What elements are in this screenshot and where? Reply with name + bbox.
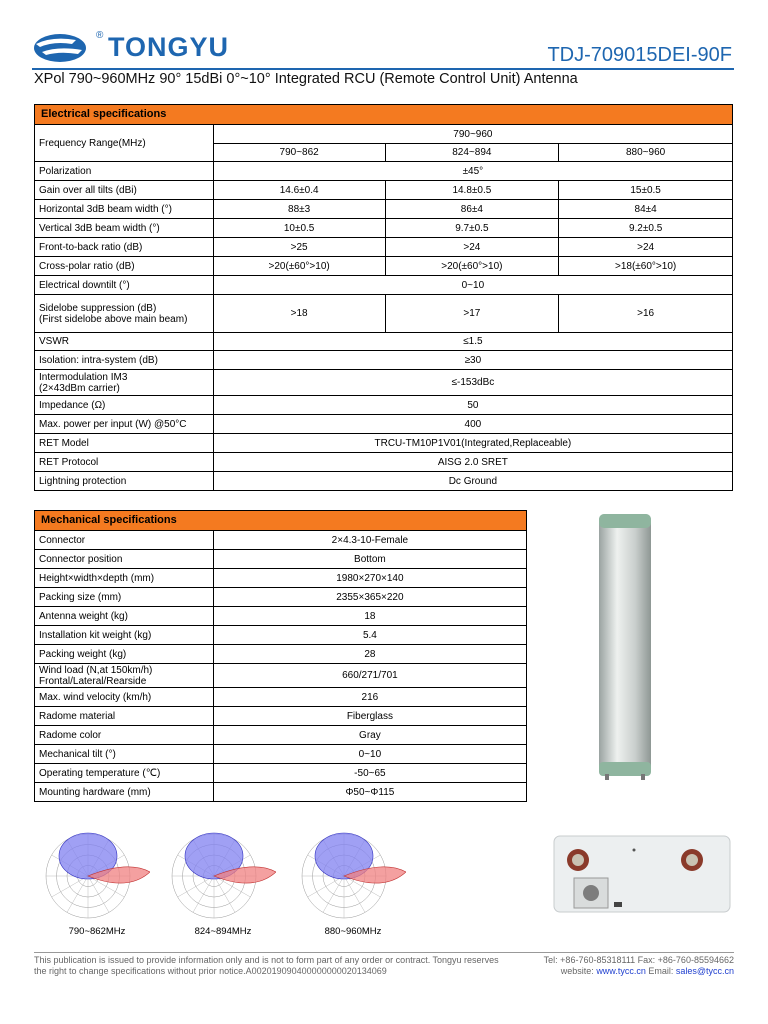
- spec-label: Antenna weight (kg): [35, 607, 214, 626]
- spec-value: ≥30: [213, 351, 732, 370]
- spec-value: 790~960: [213, 125, 732, 144]
- spec-value: -50~65: [213, 764, 526, 783]
- spec-label: RET Model: [35, 434, 214, 453]
- spec-label: Packing weight (kg): [35, 645, 214, 664]
- spec-label: Max. power per input (W) @50°C: [35, 415, 214, 434]
- spec-row: [35, 626, 527, 645]
- spec-label: Polarization: [35, 162, 214, 181]
- spec-value: >24: [385, 238, 559, 257]
- radiation-pattern-1: [40, 828, 150, 938]
- spec-row: [35, 162, 733, 181]
- pattern-label-3: 880~960MHz: [324, 926, 382, 937]
- polar-plot-icon: [166, 828, 276, 924]
- spec-row: [35, 607, 527, 626]
- model-number: TDJ-709015DEI-90F: [547, 44, 732, 66]
- spec-value: 14.8±0.5: [385, 181, 559, 200]
- spec-label: Gain over all tilts (dBi): [35, 181, 214, 200]
- spec-row: [35, 181, 733, 200]
- spec-label: Cross-polar ratio (dB): [35, 257, 214, 276]
- spec-value: 10±0.5: [213, 219, 385, 238]
- spec-row: [35, 295, 733, 333]
- spec-row: [35, 726, 527, 745]
- spec-value: 216: [213, 688, 526, 707]
- spec-row: [35, 645, 527, 664]
- spec-value: >25: [213, 238, 385, 257]
- spec-row: [35, 531, 527, 550]
- polar-plot-icon: [296, 828, 406, 924]
- spec-value: AISG 2.0 SRET: [213, 453, 732, 472]
- section-title: Electrical specifications: [35, 105, 733, 125]
- antenna-image: [597, 510, 653, 780]
- footer-divider: [34, 952, 734, 953]
- spec-value: 400: [213, 415, 732, 434]
- band-header: 790~862: [213, 144, 385, 162]
- spec-value: 2×4.3-10-Female: [213, 531, 526, 550]
- spec-row: [35, 434, 733, 453]
- spec-row: [35, 415, 733, 434]
- spec-value: Φ50~Φ115: [213, 783, 526, 802]
- radiation-pattern-2: [166, 828, 276, 938]
- spec-row: [35, 200, 733, 219]
- spec-row: [35, 396, 733, 415]
- spec-value: 9.7±0.5: [385, 219, 559, 238]
- spec-label: Lightning protection: [35, 472, 214, 491]
- pattern-label-1: 790~862MHz: [68, 926, 126, 937]
- spec-value: >20(±60°>10): [213, 257, 385, 276]
- section-title: Mechanical specifications: [35, 511, 527, 531]
- spec-label: Radome color: [35, 726, 214, 745]
- tongyu-logo-mark-icon: [32, 30, 92, 66]
- website-label: website:: [560, 966, 597, 976]
- spec-label: Intermodulation IM3 (2×43dBm carrier): [35, 370, 214, 396]
- spec-label: VSWR: [35, 333, 214, 351]
- spec-value: 18: [213, 607, 526, 626]
- spec-value: 0~10: [213, 745, 526, 764]
- section-header-row: [35, 105, 733, 125]
- polar-plot-icon: [40, 828, 150, 924]
- spec-label: Max. wind velocity (km/h): [35, 688, 214, 707]
- tongyu-logo: [32, 30, 232, 70]
- spec-row: [35, 370, 733, 396]
- spec-row: [35, 219, 733, 238]
- spec-value: 5.4: [213, 626, 526, 645]
- spec-value: >17: [385, 295, 559, 333]
- spec-value: 88±3: [213, 200, 385, 219]
- footer-notice: This publication is issued to provide information only and is not to form part of any order or contract. Tongyu reserves the right to change specifications without prior notice.A002019090400000000020134069: [34, 955, 499, 976]
- spec-value: TRCU-TM10P1V01(Integrated,Replaceable): [213, 434, 732, 453]
- registered-mark: ®: [96, 30, 104, 41]
- spec-value: >18(±60°>10): [559, 257, 733, 276]
- spec-row: [35, 238, 733, 257]
- spec-label: Mounting hardware (mm): [35, 783, 214, 802]
- website-link[interactable]: www.tycc.cn: [596, 966, 646, 976]
- radiation-pattern-3: [296, 828, 406, 938]
- spec-label: Wind load (N,at 150km/h) Frontal/Lateral/Rearside: [35, 664, 214, 688]
- spec-label: Horizontal 3dB beam width (°): [35, 200, 214, 219]
- spec-row: [35, 688, 527, 707]
- spec-label: Front-to-back ratio (dB): [35, 238, 214, 257]
- spec-row: [35, 764, 527, 783]
- footer-contact: [504, 955, 734, 977]
- spec-label: RET Protocol: [35, 453, 214, 472]
- spec-row: [35, 257, 733, 276]
- spec-value: ≤-153dBc: [213, 370, 732, 396]
- spec-label: Frequency Range(MHz): [35, 125, 214, 162]
- email-label: Email:: [645, 966, 676, 976]
- section-header-row: [35, 511, 527, 531]
- spec-value: ≤1.5: [213, 333, 732, 351]
- antenna-bottom-photo: [552, 830, 732, 916]
- band-header: 880~960: [559, 144, 733, 162]
- spec-label: Radome material: [35, 707, 214, 726]
- spec-row: [35, 125, 733, 144]
- footer-phone-fax: Tel: +86-760-85318111 Fax: +86-760-85594662: [543, 955, 734, 965]
- spec-value: Bottom: [213, 550, 526, 569]
- spec-row: [35, 351, 733, 370]
- spec-value: 0~10: [213, 276, 732, 295]
- pattern-label-2: 824~894MHz: [194, 926, 252, 937]
- spec-value: 2355×365×220: [213, 588, 526, 607]
- footer-web-email: [504, 966, 734, 977]
- brand-name: TONGYU: [108, 32, 230, 62]
- spec-value: Dc Ground: [213, 472, 732, 491]
- spec-label: Isolation: intra-system (dB): [35, 351, 214, 370]
- spec-label: Installation kit weight (kg): [35, 626, 214, 645]
- spec-row: [35, 276, 733, 295]
- spec-value: >24: [559, 238, 733, 257]
- header-divider: [32, 68, 734, 70]
- spec-value: Gray: [213, 726, 526, 745]
- spec-value: 14.6±0.4: [213, 181, 385, 200]
- spec-row: [35, 745, 527, 764]
- spec-label: Impedance (Ω): [35, 396, 214, 415]
- spec-label: Vertical 3dB beam width (°): [35, 219, 214, 238]
- spec-label: Connector position: [35, 550, 214, 569]
- spec-row: [35, 453, 733, 472]
- mechanical-spec-table: [34, 510, 527, 802]
- spec-row: [35, 664, 527, 688]
- spec-value: >20(±60°>10): [385, 257, 559, 276]
- spec-value: ±45°: [213, 162, 732, 181]
- spec-label: Electrical downtilt (°): [35, 276, 214, 295]
- spec-label: Connector: [35, 531, 214, 550]
- spec-value: 84±4: [559, 200, 733, 219]
- spec-row: [35, 707, 527, 726]
- radiation-patterns: [40, 828, 400, 938]
- spec-label: Sidelobe suppression (dB) (First sidelobe above main beam): [35, 295, 214, 333]
- spec-row: [35, 333, 733, 351]
- spec-value: 28: [213, 645, 526, 664]
- spec-value: 1980×270×140: [213, 569, 526, 588]
- electrical-spec-table: [34, 104, 733, 491]
- spec-value: 9.2±0.5: [559, 219, 733, 238]
- spec-value: Fiberglass: [213, 707, 526, 726]
- spec-row: [35, 783, 527, 802]
- spec-value: >18: [213, 295, 385, 333]
- spec-row: [35, 550, 527, 569]
- spec-label: Operating temperature (℃): [35, 764, 214, 783]
- spec-label: Packing size (mm): [35, 588, 214, 607]
- spec-label: Mechanical tilt (°): [35, 745, 214, 764]
- spec-value: 15±0.5: [559, 181, 733, 200]
- spec-value: 660/271/701: [213, 664, 526, 688]
- email-link[interactable]: sales@tycc.cn: [675, 966, 734, 976]
- spec-row: [35, 569, 527, 588]
- spec-value: >16: [559, 295, 733, 333]
- spec-value: 86±4: [385, 200, 559, 219]
- band-header: 824~894: [385, 144, 559, 162]
- product-subtitle: XPol 790~960MHz 90° 15dBi 0°~10° Integrated RCU (Remote Control Unit) Antenna: [34, 71, 578, 87]
- spec-label: Height×width×depth (mm): [35, 569, 214, 588]
- spec-row: [35, 472, 733, 491]
- spec-value: 50: [213, 396, 732, 415]
- spec-row: [35, 588, 527, 607]
